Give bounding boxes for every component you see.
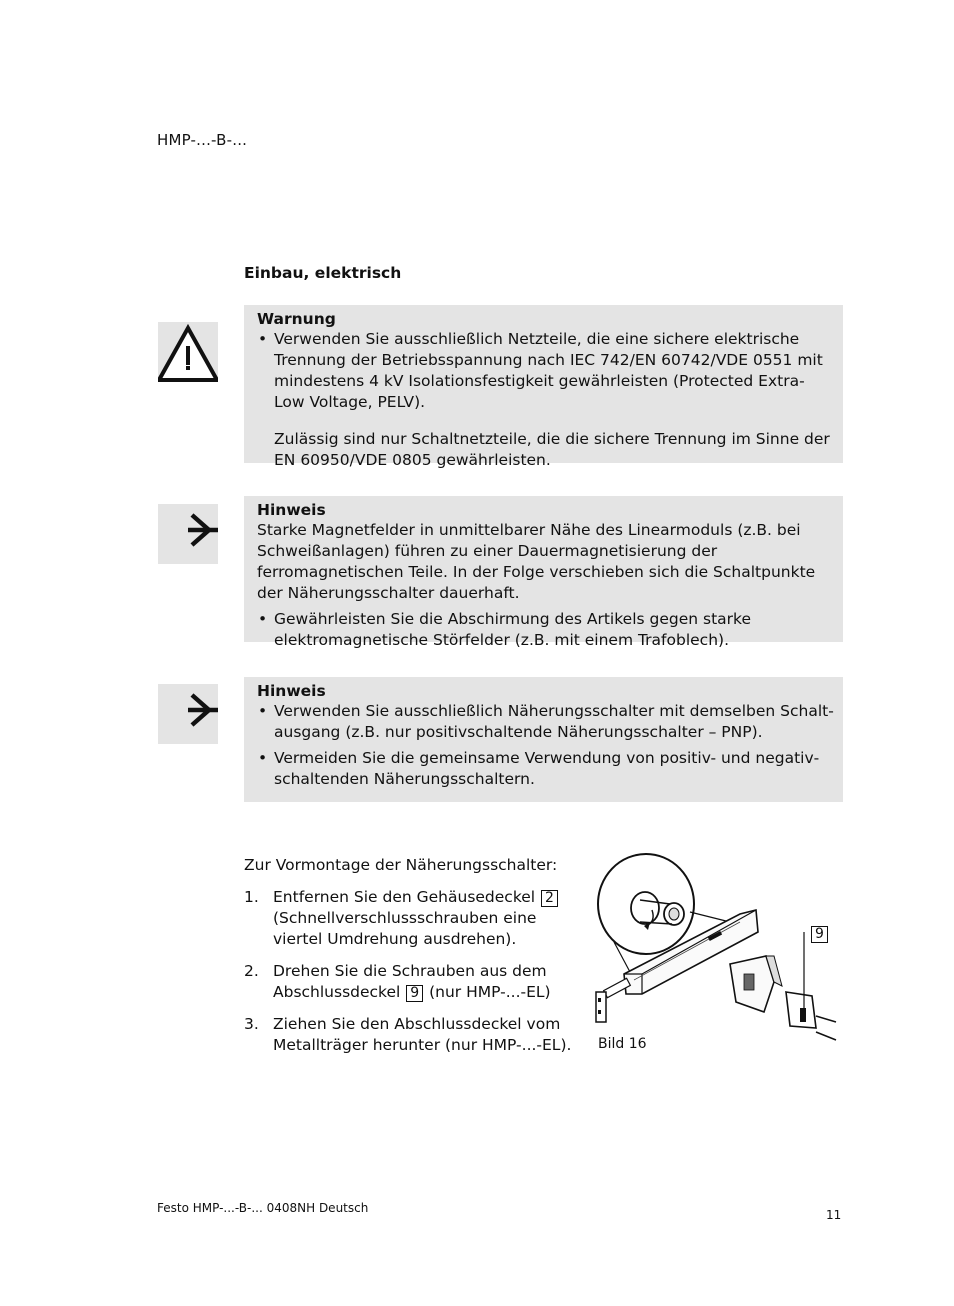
warning-icon-box xyxy=(158,322,218,382)
section-title: Einbau, elektrisch xyxy=(244,264,402,282)
note2-title: Hinweis xyxy=(257,682,326,700)
note1-box xyxy=(244,496,843,649)
warning-box xyxy=(244,305,843,469)
figure-caption: Bild 16 xyxy=(598,1036,647,1052)
part-ref: 9 xyxy=(406,985,423,1002)
note2-box xyxy=(244,677,843,802)
part-ref: 2 xyxy=(541,890,558,907)
procedure-step: 2. Drehen Sie die Schrauben aus dem Abschlussdeckel 9 (nur HMP-...-EL) xyxy=(244,962,551,1001)
note1-title: Hinweis xyxy=(257,501,326,519)
warning-note: Zulässig sind nur Schaltnetzteile, die die sichere Trennung im Sinne der EN 60950/VDE 0805 gewährleisten. xyxy=(274,430,830,469)
procedure xyxy=(244,855,573,1056)
note2-bullet: • Verwenden Sie ausschließlich Näherungsschalter mit demselben Schaltausgang (z.B. nur positivschaltende Näherungsschalter – PNP). xyxy=(258,702,834,741)
running-header: HMP-...-B-... xyxy=(157,131,248,149)
warning-bullet: • Verwenden Sie ausschließlich Netzteile, die eine sichere elektrische Trennung der Betriebsspannung nach IEC 742/EN 60742/VDE 0551 mit mindestens 4 kV Isolationsfestigkeit gewährleisten (Protected Extra-Low Voltage, PELV). xyxy=(258,330,823,411)
footer-text: Festo HMP-...-B-... 0408NH Deutsch xyxy=(157,1201,369,1215)
note1-icon-box xyxy=(158,504,218,564)
arrow-right-icon xyxy=(158,684,218,744)
note2-icon-box xyxy=(158,684,218,744)
arrow-right-icon xyxy=(158,504,218,564)
note2-bullet: • Vermeiden Sie die gemeinsame Verwendung von positiv- und negativschaltenden Näherungsschaltern. xyxy=(258,749,820,788)
procedure-step: 3. Ziehen Sie den Abschlussdeckel vom Metallträger herunter (nur HMP-...-EL). xyxy=(244,1015,572,1054)
procedure-intro: Zur Vormontage der Näherungsschalter: xyxy=(244,856,558,874)
note1-bullet: • Gewährleisten Sie die Abschirmung des Artikels gegen starke elektromagnetische Störfelder (z.B. mit einem Trafoblech). xyxy=(258,610,751,649)
warning-triangle-icon xyxy=(158,322,218,382)
page-number: 11 xyxy=(826,1208,842,1222)
figure-linear-module xyxy=(590,852,850,1052)
procedure-step: 1. Entfernen Sie den Gehäusedeckel 2 (Schnellverschlussschrauben eine viertel Umdrehung ausdrehen). xyxy=(244,887,573,950)
note1-text: Starke Magnetfelder in unmittelbarer Nähe des Linearmoduls (z.B. bei Schweißanlagen) führen zu einer Dauermagnetisierung der ferromagnetischen Teile. In der Folge verschieben sich die Schaltpunkte der Näherungsschalter dauerhaft. xyxy=(257,521,816,602)
figure-part-label: 9 xyxy=(810,926,829,943)
warning-title: Warnung xyxy=(257,310,336,328)
